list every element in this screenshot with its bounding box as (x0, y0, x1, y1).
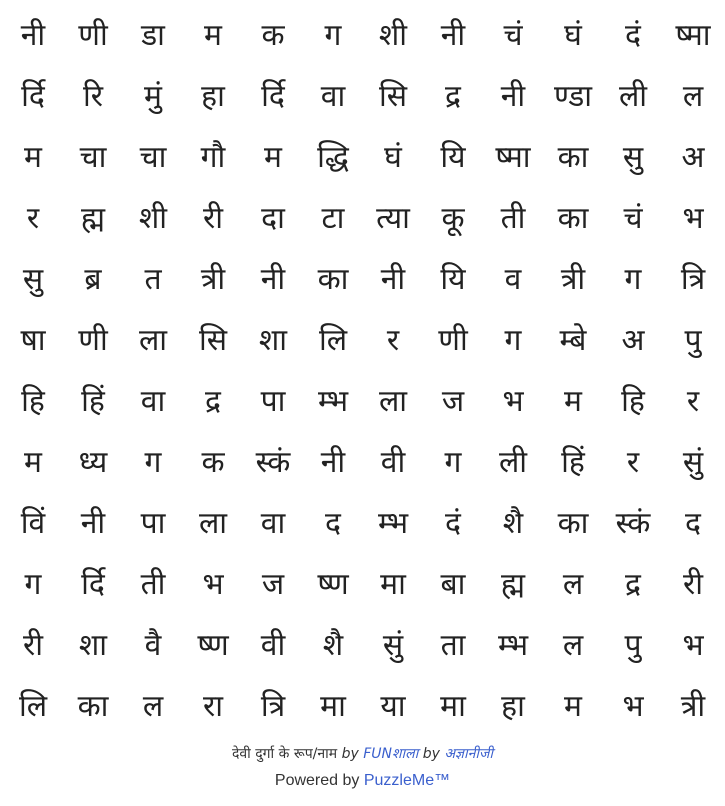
grid-cell[interactable]: ज (261, 567, 285, 602)
grid-cell[interactable]: नी (80, 506, 106, 541)
grid-cell[interactable]: सुं (382, 628, 404, 663)
grid-cell[interactable]: त (144, 262, 162, 297)
grid-cell[interactable]: या (380, 689, 406, 724)
grid-cell[interactable]: ला (378, 384, 408, 419)
grid-cell[interactable]: वा (320, 79, 346, 114)
grid-cell[interactable]: ष्मा (495, 140, 531, 175)
grid-cell[interactable]: मा (380, 567, 406, 602)
grid-cell[interactable]: रा (202, 689, 224, 724)
grid-cell[interactable]: का (557, 201, 589, 236)
grid-cell[interactable]: त्या (376, 201, 410, 236)
grid-cell[interactable]: ग (144, 445, 162, 480)
grid-cell[interactable]: चा (79, 140, 107, 175)
grid-cell[interactable]: र्दि (21, 79, 45, 114)
grid-cell[interactable]: ती (140, 567, 166, 602)
puzzle-title: देवी दुर्गा के रूप/नाम (231, 746, 338, 762)
grid-cell[interactable]: भ (502, 384, 524, 419)
grid-cell[interactable]: री (22, 628, 44, 663)
grid-cell[interactable]: म्बे (559, 323, 587, 358)
grid-cell[interactable]: म (24, 445, 42, 480)
grid-cell[interactable]: द्र (445, 79, 461, 114)
grid-cell[interactable]: म (564, 689, 582, 724)
grid-cell[interactable]: कू (441, 201, 465, 236)
grid-cell[interactable]: त्री (200, 262, 226, 297)
grid-cell[interactable]: ल (562, 567, 584, 602)
grid-cell[interactable]: नी (320, 445, 346, 480)
grid-cell[interactable]: शी (378, 18, 408, 53)
grid-cell[interactable]: पु (684, 323, 702, 358)
grid-cell[interactable]: यि (440, 262, 466, 297)
grid-cell[interactable]: चा (139, 140, 167, 175)
grid-cell[interactable]: म्भ (377, 506, 409, 541)
grid-cell[interactable]: मा (440, 689, 466, 724)
grid-cell[interactable]: द्धि (317, 140, 349, 175)
grid-cell[interactable]: म्भ (317, 384, 349, 419)
grid-cell[interactable]: ला (198, 506, 228, 541)
grid-cell[interactable]: र (626, 445, 640, 480)
grid-cell[interactable]: शा (78, 628, 108, 663)
grid-cell[interactable]: स्कं (615, 506, 651, 541)
grid-cell[interactable]: ता (440, 628, 466, 663)
grid-cell[interactable]: भ (622, 689, 644, 724)
grid-cell[interactable]: ह्म (80, 201, 106, 236)
grid-cell[interactable]: ल (682, 79, 704, 114)
grid-cell[interactable]: त्री (560, 262, 586, 297)
credit-brand: FUNशाला (363, 746, 419, 762)
credit-by-2: by (418, 746, 445, 762)
grid-cell[interactable]: द्र (625, 567, 641, 602)
grid-cell[interactable]: चं (503, 18, 523, 53)
grid-cell[interactable]: ष्ण (317, 567, 349, 602)
grid-cell[interactable]: का (77, 689, 109, 724)
grid-cell[interactable]: वी (260, 628, 286, 663)
word-search-grid (3, 3, 723, 735)
grid-cell[interactable]: नी (440, 18, 466, 53)
grid-cell[interactable]: शी (138, 201, 168, 236)
grid-cell[interactable]: नी (500, 79, 526, 114)
grid-cell[interactable]: क (261, 18, 285, 53)
grid-cell[interactable]: घं (564, 18, 582, 53)
grid-cell[interactable]: का (317, 262, 349, 297)
grid-cell[interactable]: ल (142, 689, 164, 724)
grid-cell[interactable]: अ (621, 323, 645, 358)
grid-cell[interactable]: ग (444, 445, 462, 480)
grid-cell[interactable]: क (201, 445, 225, 480)
grid-cell[interactable]: ण्डा (553, 79, 593, 114)
grid-cell[interactable]: ग (504, 323, 522, 358)
grid-cell[interactable]: मुं (144, 79, 162, 114)
grid-cell[interactable]: हा (201, 79, 225, 114)
grid-cell[interactable]: ब्र (84, 262, 102, 297)
grid-cell[interactable]: हि (621, 384, 645, 419)
grid-cell[interactable]: णी (78, 18, 108, 53)
grid-cell[interactable]: पा (260, 384, 286, 419)
grid-cell[interactable]: ती (500, 201, 526, 236)
grid-cell[interactable]: ज (441, 384, 465, 419)
grid-cell[interactable]: ला (138, 323, 168, 358)
grid-cell[interactable]: व (504, 262, 522, 297)
powered-by-label: Powered by (274, 772, 364, 789)
grid-cell[interactable]: द (685, 506, 701, 541)
grid-cell[interactable]: र (26, 201, 40, 236)
grid-cell[interactable]: सुं (682, 445, 704, 480)
grid-cell[interactable]: लि (318, 323, 348, 358)
grid-cell[interactable]: टा (321, 201, 345, 236)
grid-cell[interactable]: हा (501, 689, 525, 724)
grid-cell[interactable]: भ (682, 201, 704, 236)
grid-cell[interactable]: द्र (205, 384, 221, 419)
grid-cell[interactable]: ह्म (500, 567, 526, 602)
grid-cell[interactable]: का (557, 140, 589, 175)
grid-cell[interactable]: यि (440, 140, 466, 175)
grid-cell[interactable]: शै (322, 628, 344, 663)
grid-cell[interactable]: द (325, 506, 341, 541)
grid-cell[interactable]: नी (260, 262, 286, 297)
grid-cell[interactable]: विं (20, 506, 46, 541)
grid-cell[interactable]: शै (502, 506, 524, 541)
grid-cell[interactable]: बा (440, 567, 466, 602)
grid-cell[interactable]: ग (624, 262, 642, 297)
grid-cell[interactable]: शा (258, 323, 288, 358)
grid-cell[interactable]: म (564, 384, 582, 419)
grid-cell[interactable]: णी (438, 323, 468, 358)
puzzleme-link[interactable]: PuzzleMe™ (363, 772, 451, 789)
puzzle-credit (0, 744, 725, 763)
grid-cell[interactable]: मा (320, 689, 346, 724)
grid-cell[interactable]: लि (18, 689, 48, 724)
grid-cell[interactable]: ष्ण (197, 628, 229, 663)
grid-cell[interactable]: षा (20, 323, 46, 358)
grid-cell[interactable]: ग (24, 567, 42, 602)
grid-cell[interactable]: चं (623, 201, 643, 236)
credit-author: अज्ञानीजी (444, 746, 494, 762)
grid-cell[interactable]: सि (198, 323, 228, 358)
grid-cell[interactable]: ली (618, 79, 648, 114)
grid-cell[interactable]: णी (78, 323, 108, 358)
grid-cell[interactable]: र (686, 384, 700, 419)
grid-cell[interactable]: गौ (200, 140, 226, 175)
grid-cell[interactable]: ग (324, 18, 342, 53)
grid-cell[interactable]: हिं (561, 445, 585, 480)
grid-cell[interactable]: र (386, 323, 400, 358)
grid-cell[interactable]: ध्य (78, 445, 108, 480)
grid-cell[interactable]: दा (261, 201, 285, 236)
grid-cell[interactable]: त्री (680, 689, 706, 724)
grid-cell[interactable]: अ (681, 140, 705, 175)
grid-cell[interactable]: म्भ (497, 628, 529, 663)
grid-cell[interactable]: नी (20, 18, 46, 53)
grid-cell[interactable]: वै (144, 628, 162, 663)
grid-cell[interactable]: दं (625, 18, 641, 53)
grid-cell[interactable]: सु (622, 140, 644, 175)
grid-cell[interactable]: डा (141, 18, 165, 53)
grid-cell[interactable]: पु (624, 628, 642, 663)
grid-cell[interactable]: म (264, 140, 282, 175)
credit-by-1: by (337, 746, 364, 762)
grid-cell[interactable]: म (204, 18, 222, 53)
grid-cell[interactable]: घं (384, 140, 402, 175)
grid-cell[interactable]: र्दि (261, 79, 285, 114)
grid-cell[interactable]: वा (140, 384, 166, 419)
grid-cell[interactable]: म (24, 140, 42, 175)
grid-cell[interactable]: सि (378, 79, 408, 114)
grid-cell[interactable]: स्कं (255, 445, 291, 480)
grid-cell[interactable]: पा (140, 506, 166, 541)
grid-cell[interactable]: र्दि (81, 567, 105, 602)
grid-cell[interactable]: हि (21, 384, 45, 419)
grid-cell[interactable]: ल (562, 628, 584, 663)
grid-cell[interactable]: ष्मा (675, 18, 711, 53)
grid-cell[interactable]: रि (82, 79, 104, 114)
grid-cell[interactable]: ली (498, 445, 528, 480)
grid-cell[interactable]: री (202, 201, 224, 236)
grid-cell[interactable]: वी (380, 445, 406, 480)
grid-cell[interactable]: दं (445, 506, 461, 541)
grid-cell[interactable]: भ (202, 567, 224, 602)
grid-cell[interactable]: का (557, 506, 589, 541)
grid-cell[interactable]: त्रि (260, 689, 286, 724)
grid-cell[interactable]: भ (682, 628, 704, 663)
grid-cell[interactable]: त्रि (680, 262, 706, 297)
grid-cell[interactable]: हिं (81, 384, 105, 419)
grid-cell[interactable]: वा (260, 506, 286, 541)
powered-by (0, 772, 725, 790)
grid-cell[interactable]: नी (380, 262, 406, 297)
grid-cell[interactable]: सु (22, 262, 44, 297)
grid-cell[interactable]: री (682, 567, 704, 602)
